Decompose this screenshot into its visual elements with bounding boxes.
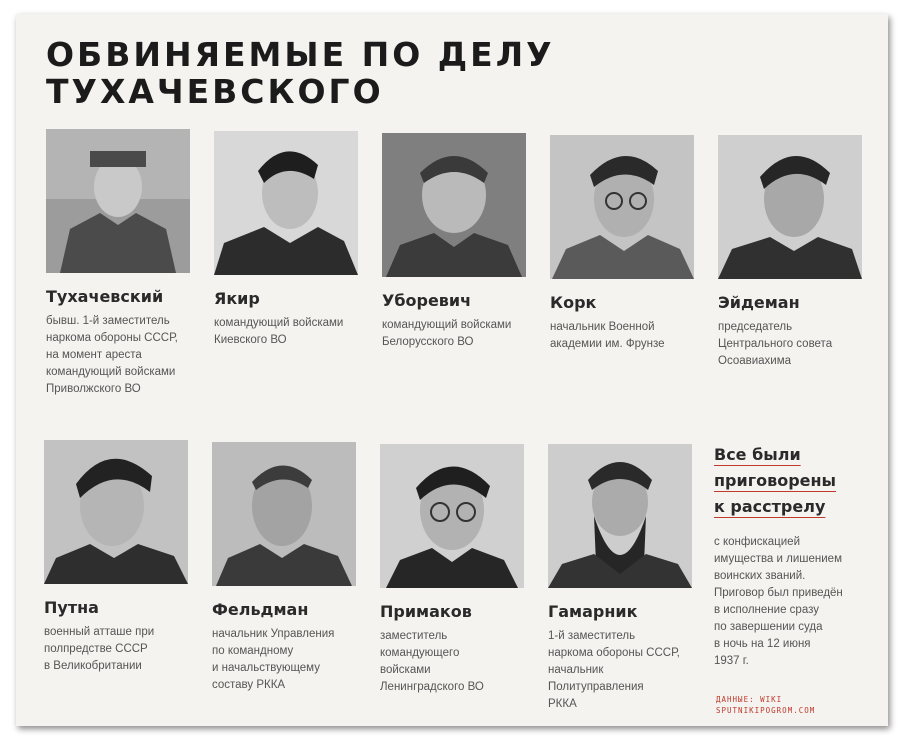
defendant-name: Фельдман bbox=[212, 600, 309, 619]
defendant-name: Корк bbox=[550, 293, 597, 312]
defendant-card-putna bbox=[44, 440, 209, 675]
defendant-name: Примаков bbox=[380, 602, 472, 621]
page-title: ОБВИНЯЕМЫЕ ПО ДЕЛУ ТУХАЧЕВСКОГО bbox=[46, 35, 555, 111]
defendant-position: начальник Управления по командному и начальствующему составу РККА bbox=[212, 628, 335, 691]
defendant-position: председатель Центрального совета Осоавиахима bbox=[718, 321, 833, 367]
portrait-photo bbox=[550, 135, 694, 279]
verdict-block bbox=[714, 442, 884, 670]
defendant-card-kork bbox=[550, 135, 715, 353]
defendant-card-primakov bbox=[380, 444, 545, 696]
portrait-photo bbox=[46, 129, 190, 273]
portrait-photo bbox=[212, 442, 356, 586]
portrait-photo bbox=[44, 440, 188, 584]
defendant-position: начальник Военной академии им. Фрунзе bbox=[550, 321, 665, 350]
defendant-position: командующий войсками Киевского ВО bbox=[214, 317, 344, 346]
defendant-name: Тухачевский bbox=[46, 287, 164, 306]
portrait-photo bbox=[380, 444, 524, 588]
defendant-card-eideman bbox=[718, 135, 883, 370]
defendant-position: бывш. 1-й заместитель наркома обороны СССР, на момент ареста командующий войсками Приволжского ВО bbox=[46, 315, 178, 395]
defendant-card-uborevich bbox=[382, 133, 547, 351]
source-credit: ДАННЫЕ: WIKI SPUTNIKIPOGROM.COM bbox=[716, 695, 816, 715]
portrait-photo bbox=[548, 444, 692, 588]
defendant-name: Эйдеман bbox=[718, 293, 800, 312]
defendant-card-yakir bbox=[214, 131, 379, 349]
defendant-position: военный атташе при полпредстве СССР в Великобритании bbox=[44, 626, 155, 672]
verdict-heading: Все были приговорены к расстрелу bbox=[714, 445, 837, 516]
defendant-name: Уборевич bbox=[382, 291, 472, 310]
defendant-position: командующий войсками Белорусского ВО bbox=[382, 319, 512, 348]
defendant-card-feldman bbox=[212, 442, 377, 694]
defendant-name: Путна bbox=[44, 598, 99, 617]
portrait-photo bbox=[718, 135, 862, 279]
infographic-sheet bbox=[16, 14, 888, 726]
portrait-photo bbox=[214, 131, 358, 275]
defendant-card-tukhachevsky bbox=[46, 129, 211, 398]
defendant-card-gamarnik bbox=[548, 444, 713, 713]
defendant-name: Гамарник bbox=[548, 602, 638, 621]
defendant-position: заместитель командующего войсками Ленинградского ВО bbox=[380, 630, 484, 693]
defendant-position: 1-й заместитель наркома обороны СССР, начальник Политуправления РККА bbox=[548, 630, 680, 710]
portrait-photo bbox=[382, 133, 526, 277]
verdict-text: с конфискацией имущества и лишением воинских званий. Приговор был приведён в исполнение сразу по завершении суда в ночь на 12 июня 1937 г. bbox=[714, 536, 843, 667]
defendant-name: Якир bbox=[214, 289, 260, 308]
